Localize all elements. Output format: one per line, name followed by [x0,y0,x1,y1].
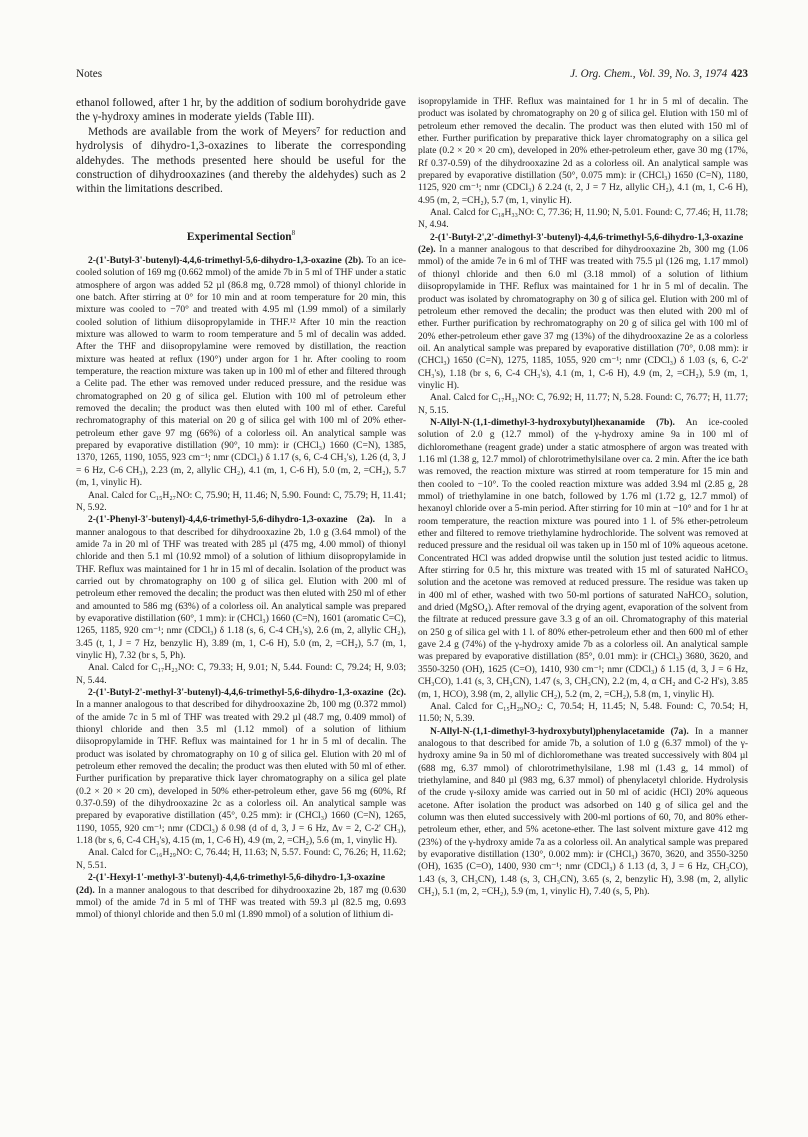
analysis-2d: Anal. Calcd for C₁₈H₃₃NO: C, 77.36; H, 11.90; N, 5.01. Found: C, 77.46; H, 11.78; N, 4.94. [418,208,748,231]
compound-title: 2-(1'-Phenyl-3'-butenyl)-4,4,6-trimethyl-5,6-dihydro-1,3-oxazine (2a). [88,515,376,526]
running-head-journal [570,68,748,80]
procedure-2e [418,232,748,392]
intro-paragraph-2: Methods are available from the work of Meyers⁷ for reduction and hydrolysis of dihydro-1,3-oxazines to liberate the corresponding aldehydes. The methods presented here should be useful for the construction of dihydrooxazines (and thereby the aldehydes) such as 2 within the limitations described. [76,125,406,196]
section-heading [76,227,406,243]
compound-title: 2-(1'-Butyl-2',2'-dimethyl-3'-butenyl)-4,4,6-trimethyl-5,6-dihydro-1,3-oxazine (2e). [418,232,744,256]
running-head-section: Notes [76,68,103,80]
analysis-7b: Anal. Calcd for C₁₅H₂₉NO₂: C, 70.54; H, 11.45; N, 5.48. Found: C, 70.54; H, 11.50; N, 5.39. [418,701,748,725]
procedure-2a [76,514,406,662]
analysis-2a: Anal. Calcd for C₁₇H₂₃NO: C, 79.33; H, 9.01; N, 5.44. Found: C, 79.24; H, 9.03; N, 5.44. [76,663,406,686]
section-footnote-mark: 8 [291,228,296,237]
analysis-2e: Anal. Calcd for C₁₇H₃₁NO: C, 76.92; H, 11.77; N, 5.28. Found: C, 76.77; H, 11.77; N, 5.15. [418,393,748,416]
procedure-2c [76,687,406,847]
journal-citation: J. Org. Chem., Vol. 39, No. 3, 1974 [570,68,728,80]
procedure-7b [418,417,748,701]
compound-title: 2-(1'-Butyl-3'-butenyl)-4,4,6-trimethyl-5,6-dihydro-1,3-oxazine (2b). [88,255,364,266]
page-number: 423 [731,68,748,80]
section-heading-text: Experimental Section [186,230,292,243]
analysis-2c: Anal. Calcd for C₁₆H₂₉NO: C, 76.44; H, 11.63; N, 5.57. Found: C, 76.26; H, 11.62; N, 5.51. [76,848,406,871]
compound-title: 2-(1'-Hexyl-1'-methyl-3'-butenyl)-4,4,6-trimethyl-5,6-dihydro-1,3-oxazine (2d). [76,873,385,896]
procedure-text: In a manner analogous to that described for dihydrooxazine 2b, 100 mg (0.372 mmol) of the amide 7c in 5 ml of THF was treated with 29.2 µl (48.7 mg, 0.409 mmol) of thionyl chloride and then 3.5 ml (1.12 mmol) of a solution of lithium diisopropylamide in THF. Reflux was maintained for 1 hr in 5 ml of decalin. The product was isolated by chromatography on 10 g of silica gel. Elution with 20 ml of petroleum ether removed the decalin; the product was then eluted with 50 ml of ether. Further purification by preparative thick layer chromatography on a silica gel plate (0.2 × 20 × 20 cm), developed in 50% ether-petroleum ether, gave 56 mg (60%, Rf 0.37-0.59) of the dihydrooxazine 2c as a colorless oil. An analytical sample was prepared by evaporative distillation (45°, 0.25 mm): ir (CHCl₃) 1660 (C=N), 1265, 1190, 1055, 920 cm⁻¹; nmr (CDCl₃) δ 0.98 (d of d, 3, J = 6 Hz, Δν = 2, C-2' CH₃), 1.18 (br s, 6, C-4 CH₃'s), 4.15 (m, 1, C-6 H), 4.9 (m, 2, =CH₂), 5.6 (m, 1, vinylic H). [76,700,406,847]
procedure-text: In a manner analogous to that described for dihydrooxazine 2b, 187 mg (0.630 mmol) of the amide 7d in 5 ml of THF was treated with 59.3 µl (82.5 mg, 0.693 mmol) of thionyl chloride and then 5.0 ml (1.890 mmol) of a solution of lithium di- [76,885,406,921]
right-column [418,96,748,898]
analysis-2b: Anal. Calcd for C₁₅H₂₇NO: C, 75.90; H, 11.46; N, 5.90. Found: C, 75.79; H, 11.41; N, 5.92. [76,490,406,513]
procedure-text: In a manner analogous to that described for dihydrooxazine 2b, 300 mg (1.06 mmol) of the amide 7e in 6 ml of THF was treated with 75.5 µl (126 mg, 1.17 mmol) of thionyl chloride and then 6.0 ml (3.18 mmol) of a solution of lithium diisopropylamide in THF. Reflux was maintained for 1 hr in 5 ml of decalin. The product was isolated by chromatography on 30 g of silica gel. Elution with 200 ml of petroleum ether removed the decalin; the product was then eluted with 200 ml of ether. Further purification by rechromatography on 20 g of silica gel with 100 ml of 20% ether-petroleum ether gave 37 mg (13%) of the dihydrooxazine 2e as a colorless oil. An analytical sample was prepared by evaporative distillation (70°, 0.08 mm): ir (CHCl₃) 1650 (C=N), 1275, 1185, 1055, 920 cm⁻¹; nmr (CDCl₃) δ 1.03 (s, 6, C-2' CH₃'s), 1.18 (br s, 6, C-4 CH₃'s), 4.1 (m, 1, C-6 H), 4.9 (m, 2, =CH₂), 5.9 (m, 1, vinylic H). [418,245,748,391]
procedure-text: To an ice-cooled solution of 169 mg (0.662 mmol) of the amide 7b in 5 ml of THF under a static atmosphere of argon was added 52 µl (86.8 mg, 0.728 mmol) of thionyl chloride in one batch. After stirring at 0° for 10 min and at room temperature for 20 min, this mixture was cooled to −70° and treated with 4.95 ml (1.99 mmol) of a similarly cooled solution of lithium diisopropylamide in THF.¹² After 10 min the reaction mixture was allowed to warm to room temperature and 5 ml of decalin was added. After the THF and diisopropylamine were removed by distillation, the reaction mixture was heated at reflux (190°) under argon for 1 hr. After cooling to room temperature, the reaction mixture was taken up in 100 ml of ether and filtered through a Celite pad. The ether was removed under reduced pressure, and the residue was chromatographed on 20 g of silica gel. Elution with 100 ml of petroleum ether removed the decalin; the product was then eluted with 100 ml of ether. Careful rechromatography of this material on 20 g of silica gel with 100 ml of 20% ether-petroleum ether gave 97 mg (66%) of a colorless oil. An analytical sample was prepared by evaporative distillation (90°, 10 mm): ir (CHCl₃) 1660 (C=N), 1385, 1370, 1265, 1190, 1055, 923 cm⁻¹; nmr (CDCl₃) δ 1.17 (s, 6, C-4 CH₃'s), 1.26 (d, 3, J = 6 Hz, C-6 CH₃), 2.23 (m, 2, allylic CH₂), 4.1 (m, 1, C-6 H), 5.0 (m, 2, =CH₂), 5.7 (m, 1, vinylic H). [76,255,406,489]
procedure-7a [418,726,748,899]
procedure-2b [76,255,406,490]
compound-title: 2-(1'-Butyl-2'-methyl-3'-butenyl)-4,4,6-trimethyl-5,6-dihydro-1,3-oxazine (2c). [88,688,406,699]
procedure-text: An ice-cooled solution of 2.0 g (12.7 mmol) of the γ-hydroxy amine 9a in 100 ml of dichloromethane (reagent grade) under a static atmosphere of argon was treated with 1.16 ml (1.38 g, 12.7 mmol) of chlorotrimethylsilane over ca. 2 min. After the ice bath was removed, the reaction mixture was stirred at room temperature for 15 min and then cooled to −10°. To the cooled reaction mixture was added 3.94 ml (2.85 g, 28 mmol) of triethylamine in one batch, followed by 1.76 ml (1.72 g, 12.7 mmol) of hexanoyl chloride over a 5-min period. After stirring for 10 min at −10° and for 1 hr at room temperature, the reaction mixture was poured into 1 l. of 5% ether-petroleum ether and filtered to remove triethylamine hydrochloride. The solvent was removed at reduced pressure and the residual oil was taken up in 150 ml of 10% aqueous acetone. Concentrated HCl was added dropwise until the solution just tested acidic to litmus. After stirring for 0.5 hr, this mixture was treated with 15 ml of saturated NaHCO₃ solution and the acetone was removed at reduced pressure. The residue was taken up in 400 ml of ether, washed with two 50-ml portions of saturated NaHCO₃ solution, and dried (MgSO₄). After removal of the drying agent, evaporation of the solvent from the filtrate at reduced pressure gave 3.3 g of an oil. Chromatography of this material on 250 g of silica gel with 1 l. of 80% ether-petroleum ether and then 600 ml of ether gave 2.4 g (74%) of the γ-hydroxy amide 7b as a colorless oil. An analytical sample was prepared by evaporative distillation (85°, 0.01 mm): ir (CHCl₃) 3680, 3620, and 3550-3250 (OH), 1625 (C=O), 1410, 930 cm⁻¹; nmr (CDCl₃) δ 1.15 (d, 3, J = 6 Hz, CH₃CO), 1.41 (s, 3, CH₃CN), 1.47 (s, 3, CH₃CN), 2.2 (m, 4, α CH₂ and C-2 H's), 3.85 (m, 1, HCO), 3.98 (m, 2, allylic CH₂), 5.2 (m, 2, =CH₂), 5.8 (m, 1, vinylic H). [418,417,748,700]
procedure-2d [76,872,406,921]
left-column [76,96,406,922]
procedure-text: In a manner analogous to that described for dihydrooxazine 2b, 1.0 g (3.64 mmol) of the amide 7a in 20 ml of THF was treated with 285 µl (475 mg, 4.00 mmol) of thionyl chloride and then 5.1 ml (10.92 mmol) of a solution of lithium diisopropylamide in THF. Reflux was maintained for 1 hr in 15 ml of decalin. Isolation of the product was carried out by chromatography on 100 g of silica gel. Elution with 200 ml of petroleum ether removed the decalin; the product was then eluted with 250 ml of ether and amounted to 586 mg (63%) of a colorless oil. An analytical sample was prepared by evaporative distillation (60°, 1 mm): ir (CHCl₃) 1660 (C=N), 1601 (aromatic C=C), 1265, 1185, 920 cm⁻¹; nmr (CDCl₃) δ 1.18 (s, 6, C-4 CH₃'s), 2.6 (m, 2, allylic CH₂), 3.45 (t, 1, J = 7 Hz, benzylic H), 3.89 (m, 1, C-6 H), 5.0 (m, 2, =CH₂), 5.7 (m, 1, vinylic H), 7.32 (br s, 5, Ph). [76,515,406,661]
procedure-2d-continued: isopropylamide in THF. Reflux was maintained for 1 hr in 5 ml of decalin. The product was isolated by chromatography on 20 g of silica gel. Elution with 150 ml of petroleum ether removed the decalin. The product was then eluted with 150 ml of ether. Further purification by preparative thick layer chromatography on a silica gel plate (0.2 × 20 × 20 cm), developed in 20% ether-petroleum ether, gave 30 mg (17%, Rf 0.37-0.59) of the dihydrooxazine 2d as a colorless oil. An analytical sample was prepared by evaporative distillation (50°, 0.075 mm): ir (CHCl₃) 1650 (C=N), 1180, 1125, 920 cm⁻¹; nmr (CDCl₃) δ 2.24 (t, 2, J = 7 Hz, allylic CH₂), 4.1 (m, 1, C-6 H), 4.95 (m, 2, =CH₂), 5.7 (m, 1, vinylic H). [418,97,748,206]
compound-title: N-Allyl-N-(1,1-dimethyl-3-hydroxybutyl)hexanamide (7b). [430,417,675,428]
compound-title: N-Allyl-N-(1,1-dimethyl-3-hydroxybutyl)phenylacetamide (7a). [430,726,689,737]
procedure-text: In a manner analogous to that described for amide 7b, a solution of 1.0 g (6.37 mmol) of the γ-hydroxy amine 9a in 50 ml of dichloromethane was treated successively with 804 µl (688 mg, 6.37 mmol) of chlorotrimethylsilane, 1.98 ml (1.43 g, 14 mmol) of triethylamine, and 840 µl (983 mg, 6.37 mmol) of phenylacetyl chloride. Hydrolysis of the crude γ-siloxy amide was carried out in 50 ml of acidic (HCl) 20% aqueous acetone. After isolation the product was adsorbed on 140 g of silica gel and the column was then eluted successively with 200-ml portions of 60, 70, and 80% ether-petroleum ether, ether, and 5% acetone-ether. The last solvent mixture gave 412 mg (23%) of the γ-hydroxy amide 7a as a colorless oil. An analytical sample was prepared by evaporative distillation (130°, 0.002 mm): ir (CHCl₃) 3670, 3620, and 3550-3250 (OH), 1635 (C=O), 1400, 930 cm⁻¹; nmr (CDCl₃) δ 1.13 (d, 3, J = 6 Hz, CH₃CO), 1.43 (s, 3, CH₃CN), 1.48 (s, 3, CH₃CN), 3.65 (s, 2, benzylic H), 3.98 (m, 2, allylic CH₂), 5.1 (m, 2, =CH₂), 5.9 (m, 1, vinylic H), 7.40 (s, 5, Ph). [418,726,748,897]
intro-paragraph-1: ethanol followed, after 1 hr, by the addition of sodium borohydride gave the γ-hydroxy amines in moderate yields (Table III). [76,97,406,124]
